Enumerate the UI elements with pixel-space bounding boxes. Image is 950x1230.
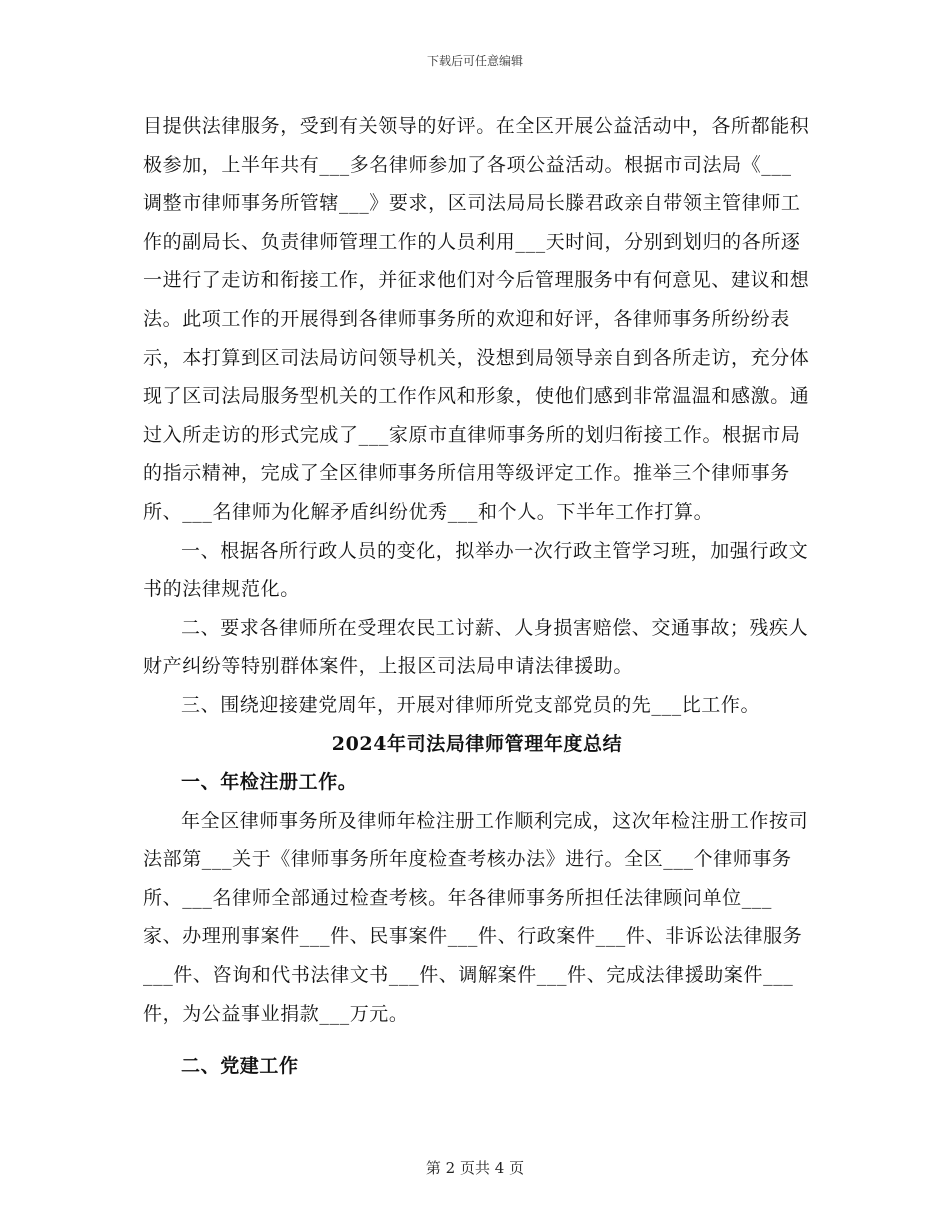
intro-paragraph: 目提供法律服务，受到有关领导的好评。在全区开展公益活动中，各所都能积极参加，上半年共有___多名律师参加了各项公益活动。根据市司法局《___调整市律师事务所管辖___》要求，区司法局局长滕君政亲自带领主管律师工作的副局长、负责律师管理工作的人员利用___天时间，分别到划归的各所逐一进行了走访和衔接工作，并征求他们对今后管理服务中有何意见、建议和想法。此项工作的开展得到各律师事务所的欢迎和好评，各律师事务所纷纷表示，本打算到区司法局访问领导机关，没想到局领导亲自到各所走访，充分体现了区司法局服务型机关的工作作风和形象，使他们感到非常温温和感激。通过入所走访的形式完成了___家原市直律师事务所的划归衔接工作。根据市局的指示精神，完成了全区律师事务所信用等级评定工作。推举三个律师事务所、___名律师为化解矛盾纠纷优秀___和个人。下半年工作打算。 <box>143 115 810 523</box>
plan-item-1: 一、根据各所行政人员的变化，拟举办一次行政主管学习班，加强行政文书的法律规范化。 <box>143 539 809 601</box>
plan-item-3: 三、围绕迎接建党周年，开展对律师所党支部党员的先___比工作。 <box>181 693 761 716</box>
section-heading-annual-inspection: 一、年检注册工作。 <box>181 771 358 794</box>
page-footer: 第 2 页共 4 页 <box>425 1159 525 1177</box>
page-header: 下载后可任意编辑 <box>426 54 523 68</box>
document-body <box>143 107 811 1086</box>
section-heading-party-building: 二、党建工作 <box>181 1055 299 1078</box>
section-annual-inspection-paragraph: 年全区律师事务所及律师年检注册工作顺利完成，这次年检注册工作按司法部第___关于《律师事务所年度检查考核办法》进行。全区___个律师事务所、___名律师全部通过检查考核。年各律师事务所担任法律顾问单位___家、办理刑事案件___件、民事案件___件、行政案件___件、非诉讼法律服务___件、咨询和代书法律文书___件、调解案件___件、完成法律援助案件___件，为公益事业捐款___万元。 <box>143 809 809 1025</box>
plan-item-2: 二、要求各律师所在受理农民工讨薪、人身损害赔偿、交通事故；残疾人财产纠纷等特别群体案件，上报区司法局申请法律援助。 <box>143 616 809 678</box>
document-title: 2024年司法局律师管理年度总结 <box>331 732 623 755</box>
